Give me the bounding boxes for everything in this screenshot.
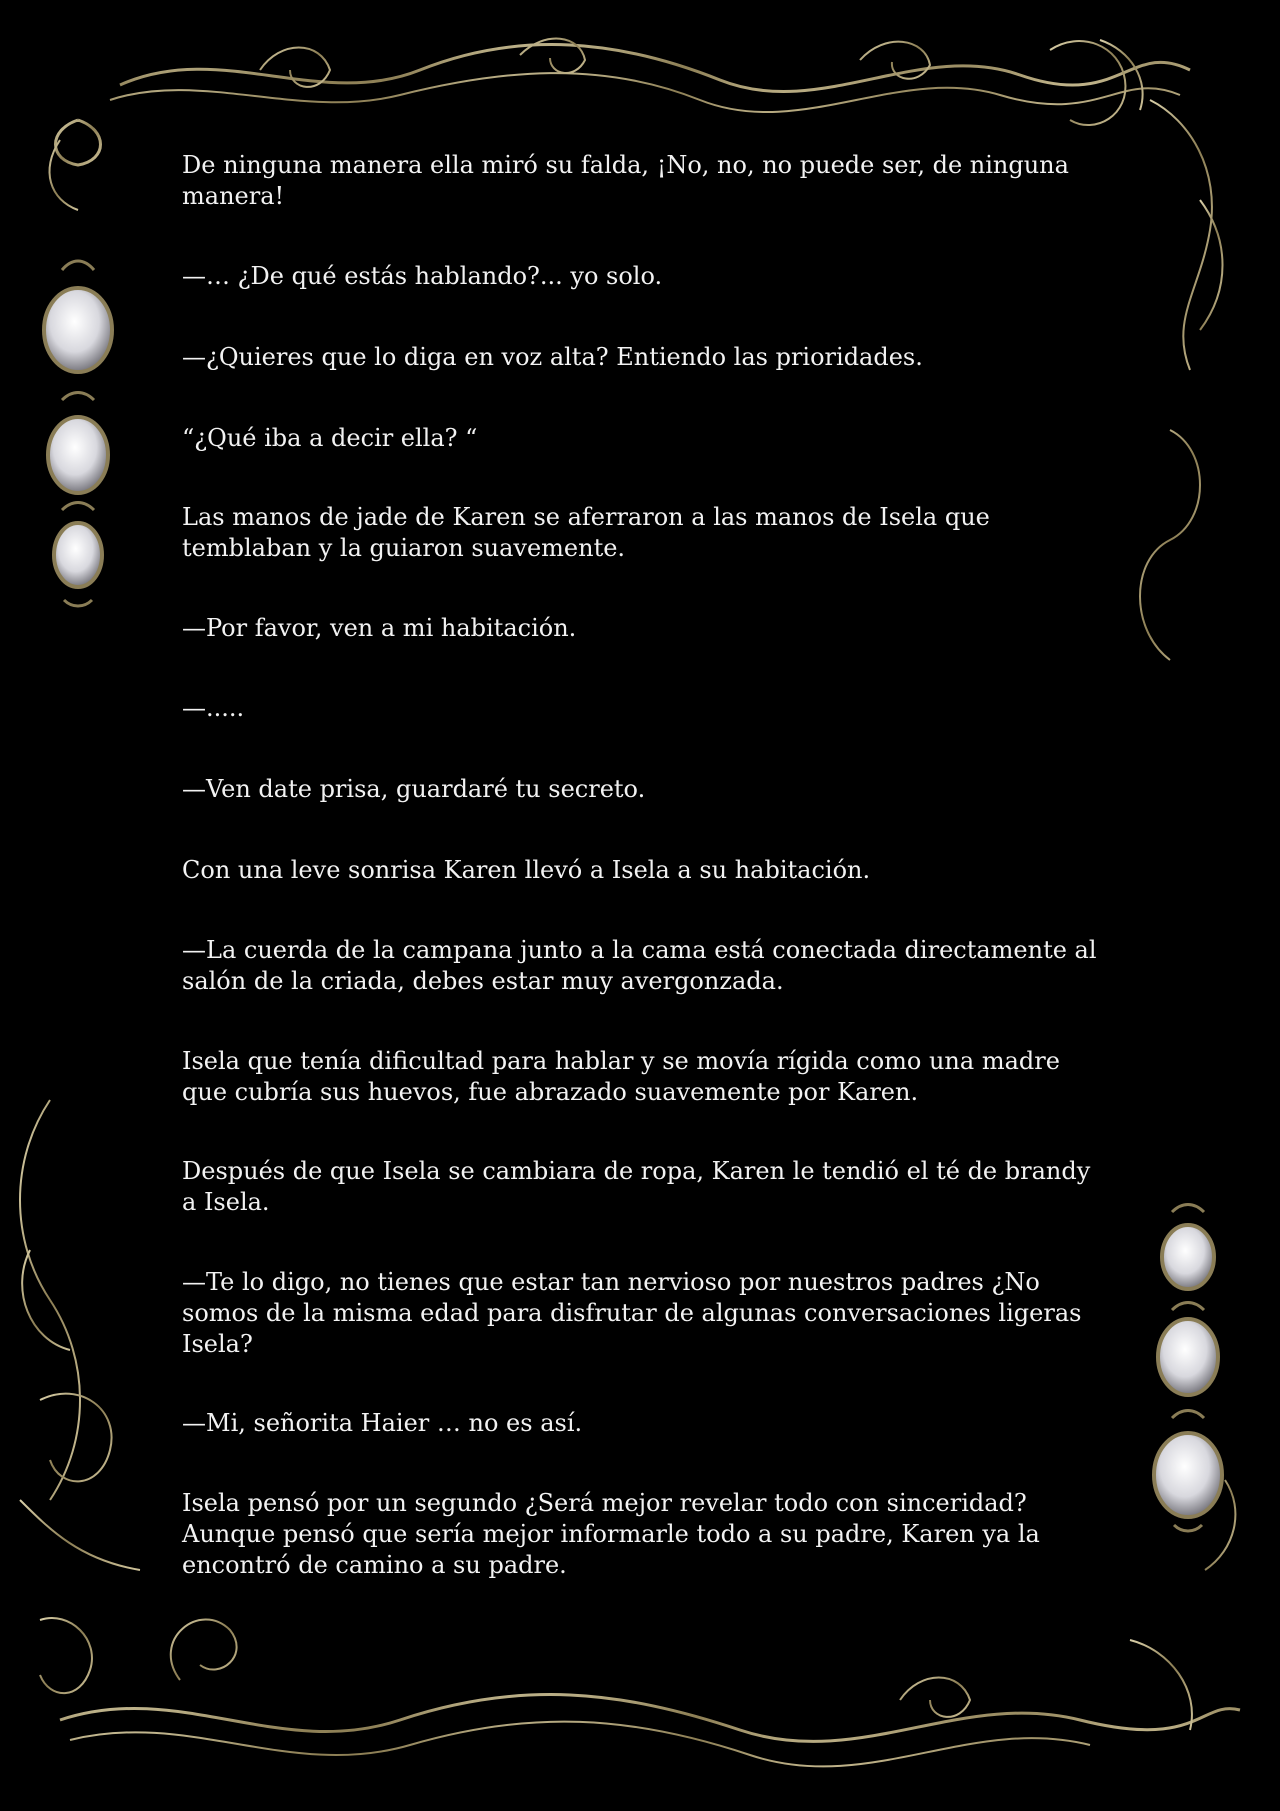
paragraph: Las manos de jade de Karen se aferraron a las manos de Isela que temblaban y la guiaron suavemente. [182, 503, 990, 562]
paragraph: Isela que tenía dificultad para hablar y se movía rígida como una madre que cubría sus huevos, fue abrazado suavemente por Karen. [182, 1047, 1060, 1106]
paragraph: —¿Quieres que lo diga en voz alta? Entiendo las prioridades. [182, 343, 923, 371]
gem-icon [1158, 1319, 1218, 1395]
paragraph: Con una leve sonrisa Karen llevó a Isela a su habitación. [182, 856, 871, 884]
paragraph: —Te lo digo, no tienes que estar tan nervioso por nuestros padres ¿No somos de la misma edad para disfrutar de algunas conversaciones ligeras Isela? [182, 1268, 1082, 1358]
paragraph: De ninguna manera ella miró su falda, ¡No, no, no puede ser, de ninguna manera! [182, 151, 1069, 210]
gem-icon [44, 288, 112, 372]
paragraph: Después de que Isela se cambiara de ropa, Karen le tendió el té de brandy a Isela. [182, 1157, 1091, 1216]
gem-icon [1162, 1225, 1214, 1289]
gem-icon [48, 417, 108, 493]
paragraph: “¿Qué iba a decir ella? “ [182, 424, 478, 452]
paragraph: —La cuerda de la campana junto a la cama está conectada directamente al salón de la criada, debes estar muy avergonzada. [182, 936, 1097, 995]
right-jewel-column [1154, 1205, 1222, 1532]
paragraph: —Por favor, ven a mi habitación. [182, 614, 577, 642]
bottom-border-flourish [40, 1618, 1240, 1766]
left-jewel-column [44, 261, 112, 606]
gem-icon [54, 523, 102, 587]
paragraph: —Mi, señorita Haier … no es así. [182, 1409, 583, 1437]
paragraph: Isela pensó por un segundo ¿Será mejor revelar todo con sinceridad? Aunque pensó que sería mejor informarle todo a su padre, Karen ya la encontró de camino a su padre. [182, 1489, 1040, 1579]
paragraph: —..... [182, 694, 245, 722]
paragraph: —Ven date prisa, guardaré tu secreto. [182, 775, 646, 803]
top-border-flourish [110, 39, 1190, 125]
paragraph: —… ¿De qué estás hablando?... yo solo. [182, 262, 663, 290]
gem-icon [1154, 1433, 1222, 1517]
